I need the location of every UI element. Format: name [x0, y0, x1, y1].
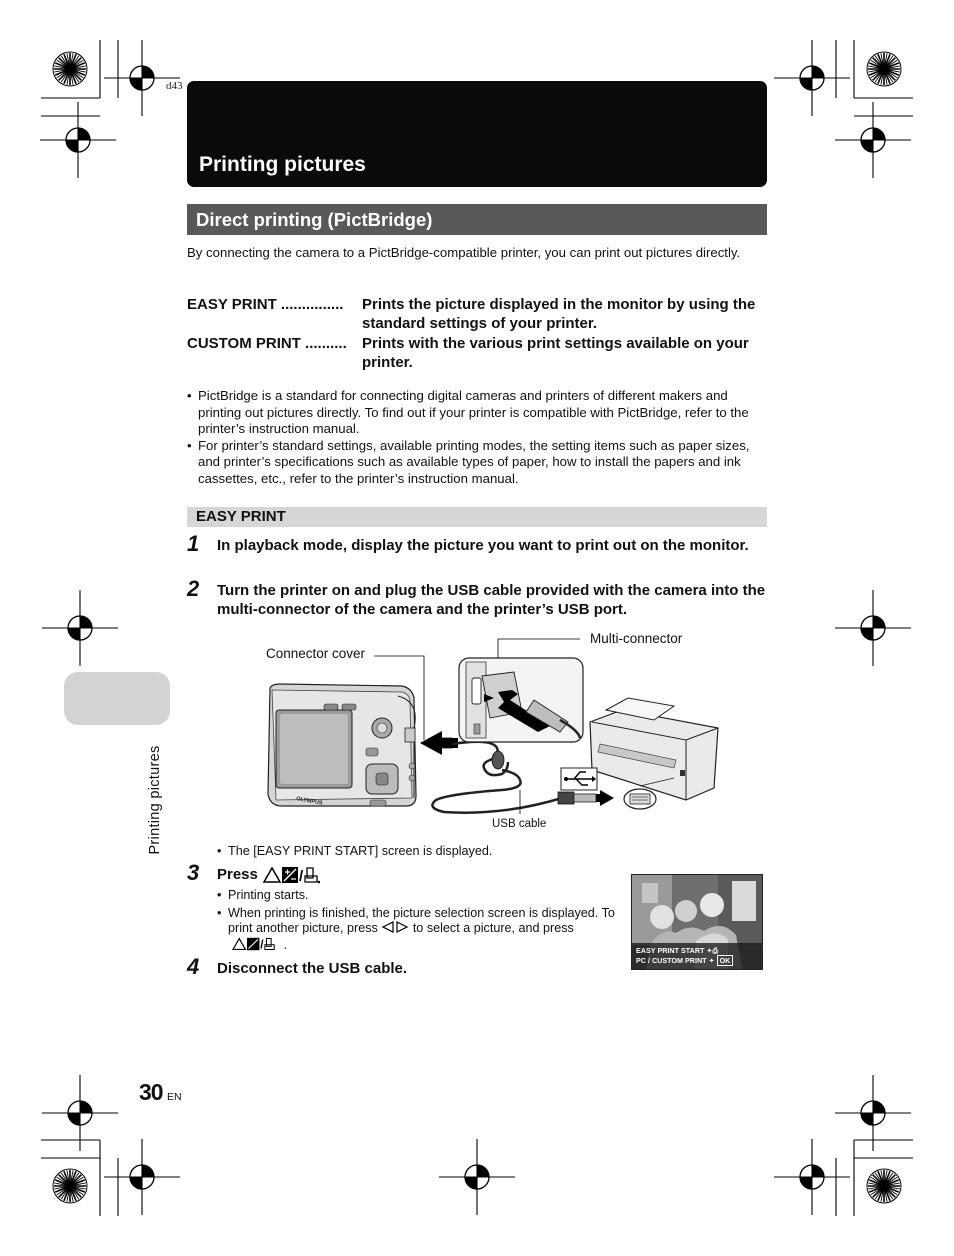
- note-item: [187, 388, 767, 438]
- note-text: For printer’s standard settings, available printing modes, the setting items such as paper sizes, and printer’s specifications such as available types of paper, how to install the papers and ink cassettes, etc., refer to the printer’s instruction manual.: [198, 437, 750, 486]
- step-number: 1: [187, 531, 200, 556]
- figure-note-text: The [EASY PRINT START] screen is displayed.: [228, 844, 493, 858]
- chapter-banner: [187, 81, 767, 187]
- subsection-title: EASY PRINT: [196, 508, 286, 525]
- multi-connector-label: Multi-connector: [590, 631, 683, 646]
- print-mode-definitions: [187, 295, 767, 373]
- bullet: •: [217, 888, 222, 902]
- svg-text:/: /: [298, 868, 304, 885]
- step-text: In playback mode, display the picture you want to print out on the monitor.: [217, 537, 749, 554]
- usb-cable-label: USB cable: [492, 818, 547, 830]
- side-tab-label: Printing pictures: [147, 745, 163, 855]
- printer-illustration: [590, 698, 718, 800]
- notes-list: [187, 388, 767, 487]
- bullet: •: [187, 437, 192, 453]
- bullet: •: [217, 905, 222, 920]
- note-item: [187, 438, 767, 488]
- page-number: 30: [139, 1079, 163, 1105]
- print-button-icon: [262, 866, 320, 884]
- figure-note: [217, 844, 617, 860]
- section-header: [187, 204, 767, 235]
- step-text: Press: [217, 866, 258, 883]
- chapter-side-tab: [64, 672, 170, 725]
- step-number: 3: [187, 860, 200, 885]
- lcd-line: [636, 956, 758, 966]
- lcd-line: [636, 946, 758, 956]
- ok-symbol-icon: ✦: [708, 956, 715, 965]
- step-number: 4: [187, 954, 200, 979]
- definition-description: Prints with the various print settings available on your printer.: [362, 335, 749, 371]
- lcd-easy-print-start: EASY PRINT START: [636, 946, 705, 955]
- connector-cover-label: Connector cover: [266, 646, 366, 661]
- step-text: Disconnect the USB cable.: [217, 960, 408, 977]
- camera-illustration: [268, 684, 416, 807]
- note-text: PictBridge is a standard for connecting digital cameras and printers of different makers and printing out pictures directly. To find out if your printer is compatible with PictBridge, refer to the printer’s instruction manual.: [198, 388, 749, 436]
- connector-detail-inset: [459, 658, 583, 742]
- definition-row: [187, 295, 767, 333]
- step-text-press: [217, 866, 320, 885]
- lcd-menu: [632, 943, 762, 969]
- print-button-icon: [228, 937, 280, 951]
- bullet: •: [187, 388, 192, 403]
- subnote-text-wrap: When printing is finished, the picture selection screen is displayed. To print another picture, press to select a picture, and press / .: [228, 905, 615, 952]
- section-title: Direct printing (PictBridge): [196, 209, 433, 230]
- subnote-item: [217, 906, 617, 954]
- camera-brand: OLYMPUS: [295, 796, 323, 807]
- step-text: Turn the printer on and plug the USB cable provided with the camera into the multi-connector of the camera and the printer’s USB port.: [217, 582, 766, 618]
- definition-term: EASY PRINT ...............: [187, 296, 344, 313]
- chapter-title: Printing pictures: [199, 153, 366, 176]
- easy-print-start-screen: [631, 874, 763, 970]
- print-symbol-icon: ✦⎙: [706, 946, 719, 955]
- subsection-header: [187, 507, 767, 527]
- definition-description: Prints the picture displayed in the monitor by using the standard settings of your printer.: [362, 296, 756, 332]
- left-right-arrows-icon: [381, 921, 409, 933]
- subnote-text: Printing starts.: [228, 888, 309, 902]
- lcd-custom-print: PC / CUSTOM PRINT: [636, 956, 707, 965]
- page-language: EN: [167, 1091, 182, 1103]
- ok-badge: OK: [717, 955, 734, 966]
- subnote-text: When printing is finished, the picture selection screen is displayed. To print another picture, press: [228, 905, 615, 935]
- subnote-text: to select a picture, and press: [412, 921, 574, 935]
- definition-row: [187, 334, 767, 372]
- subnote-item: [217, 888, 617, 904]
- bullet: •: [217, 844, 222, 858]
- svg-text:/: /: [260, 938, 264, 951]
- step-number: 2: [187, 576, 200, 601]
- step3-subnotes: [217, 888, 617, 953]
- job-code: d43: [166, 80, 183, 92]
- intro-paragraph: By connecting the camera to a PictBridge-compatible printer, you can print out pictures directly.: [187, 245, 741, 260]
- definition-term: CUSTOM PRINT ..........: [187, 335, 347, 352]
